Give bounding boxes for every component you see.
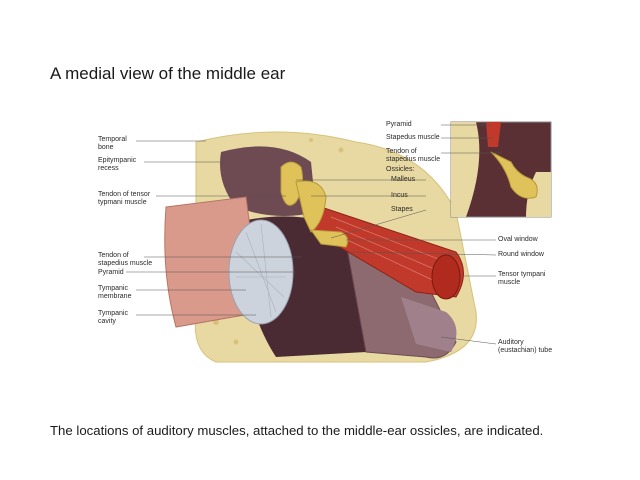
label-temporal-bone: Temporal bone [98, 136, 127, 151]
label-tympanic-cavity: Tympanic cavity [98, 310, 128, 325]
label-stapes: Stapes [391, 206, 413, 213]
label-auditory-tube: Auditory (eustachian) tube [498, 339, 553, 354]
label-stapedius-muscle: Stapedus muscle [386, 134, 440, 141]
label-malleus: Malleus [391, 176, 416, 183]
figure-caption: The locations of auditory muscles, attached to the middle-ear ossicles, are indicated. [50, 423, 544, 438]
page-title: A medial view of the middle ear [50, 64, 286, 83]
label-tendon-stapedius-right: Tendon of stapedius muscle [386, 148, 441, 163]
label-tympanic-membrane: Tympanic membrane [98, 285, 132, 300]
label-oval-window: Oval window [498, 236, 538, 243]
muscle-cross-section [432, 255, 460, 299]
label-pyramid-left: Pyramid [98, 269, 124, 276]
label-pyramid-right: Pyramid [386, 121, 412, 128]
middle-ear-drawing [96, 112, 566, 374]
label-incus: Incus [391, 192, 408, 199]
label-epitympanic-recess: Epitympanic recess [98, 157, 137, 172]
label-round-window: Round window [498, 251, 544, 258]
label-tendon-tensor-tympani: Tendon of tensor typmani muscle [98, 191, 151, 206]
label-tendon-stapedius-left: Tendon of stapedius muscle [98, 252, 153, 267]
middle-ear-illustration [96, 112, 566, 374]
label-tensor-tympani-muscle: Tensor tympani muscle [498, 271, 546, 286]
label-ossicles: Ossicles: [386, 166, 415, 173]
